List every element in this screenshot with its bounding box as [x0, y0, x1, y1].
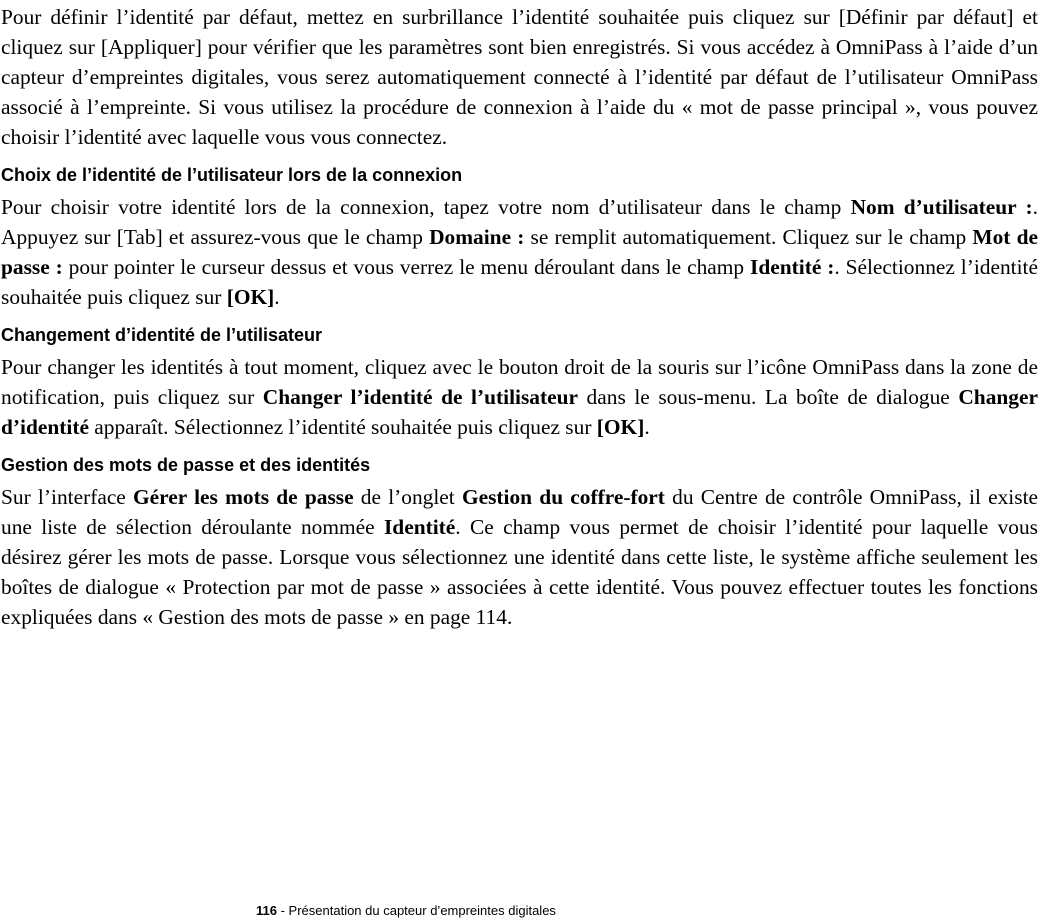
- text-run: se remplit automatiquement. Cliquez sur le champ: [524, 225, 973, 249]
- section-heading-password-management: Gestion des mots de passe et des identités: [1, 455, 371, 475]
- text-run: . Appuyez sur [Tab] et assurez-vous que le champ: [1, 195, 1039, 249]
- field-name-domain: Domaine :: [429, 225, 525, 249]
- ok-button-reference: [OK]: [596, 415, 645, 439]
- section-heading-identity-choice: Choix de l’identité de l’utilisateur lors de la connexion: [1, 165, 463, 185]
- field-name-identity: Identité :: [750, 255, 835, 279]
- footer-separator: -: [276, 903, 289, 918]
- footer-title: Présentation du capteur d’empreintes digitales: [288, 903, 556, 918]
- field-name-password: Mot de passe :: [1, 225, 1038, 279]
- paragraph-identity-choice: [1, 192, 1038, 312]
- paragraph-password-management: [1, 482, 1038, 632]
- field-name-identity: Identité: [383, 515, 456, 539]
- ok-button-reference: [OK]: [226, 285, 275, 309]
- paragraph-identity-change: [1, 352, 1038, 442]
- page-footer: [256, 903, 556, 919]
- text-run: Sur l’interface: [1, 485, 134, 509]
- menu-item-reference: Changer l’identité de l’utilisateur: [262, 385, 578, 409]
- text-run: .: [274, 285, 280, 309]
- section-heading-identity-change: Changement d’identité de l’utilisateur: [1, 325, 323, 345]
- text-run: de l’onglet: [353, 485, 462, 509]
- text-run: dans le sous-menu. La boîte de dialogue: [578, 385, 959, 409]
- intro-paragraph: Pour définir l’identité par défaut, mettez en surbrillance l’identité souhaitée puis cliquez sur [Définir par défaut] et cliquez sur [Appliquer] pour vérifier que les paramètres sont bien enregistrés. Si vous accédez à OmniPass à l’aide d’un capteur d’empreintes digitales, vous serez automatiquement connecté à l’identité par défaut de l’utilisateur OmniPass associé à l’empreinte. Si vous utilisez la procédure de connexion à l’aide du « mot de passe principal », vous pouvez choisir l’identité avec laquelle vous vous connectez.: [1, 5, 1038, 149]
- text-run: .: [644, 415, 650, 439]
- text-run: pour pointer le curseur dessus et vous verrez le menu déroulant dans le champ: [62, 255, 751, 279]
- page-number: 116: [256, 903, 277, 918]
- dialog-name-reference: Changer d’identité: [1, 385, 1038, 439]
- interface-name-reference: Gérer les mots de passe: [133, 485, 354, 509]
- text-run: . Ce champ vous permet de choisir l’identité pour laquelle vous désirez gérer les mots de passe. Lorsque vous sélectionnez une identité dans cette liste, le système affiche seulement les boîtes de dialogue « Protection par mot de passe » associées à cette identité. Vous pouvez effectuer toutes les fonctions expliquées dans « Gestion des mots de passe » en page 114.: [1, 515, 1038, 629]
- text-run: apparaît. Sélectionnez l’identité souhaitée puis cliquez sur: [88, 415, 597, 439]
- text-run: . Sélectionnez l’identité souhaitée puis cliquez sur: [1, 255, 1038, 309]
- tab-name-reference: Gestion du coffre-fort: [461, 485, 665, 509]
- field-name-username: Nom d’utilisateur :: [850, 195, 1033, 219]
- text-run: du Centre de contrôle OmniPass, il existe une liste de sélection déroulante nommée: [1, 485, 1039, 539]
- text-run: Pour choisir votre identité lors de la connexion, tapez votre nom d’utilisateur dans le champ: [1, 195, 851, 219]
- text-run: Pour changer les identités à tout moment, cliquez avec le bouton droit de la souris sur l’icône OmniPass dans la zone de notification, puis cliquez sur: [1, 355, 1038, 409]
